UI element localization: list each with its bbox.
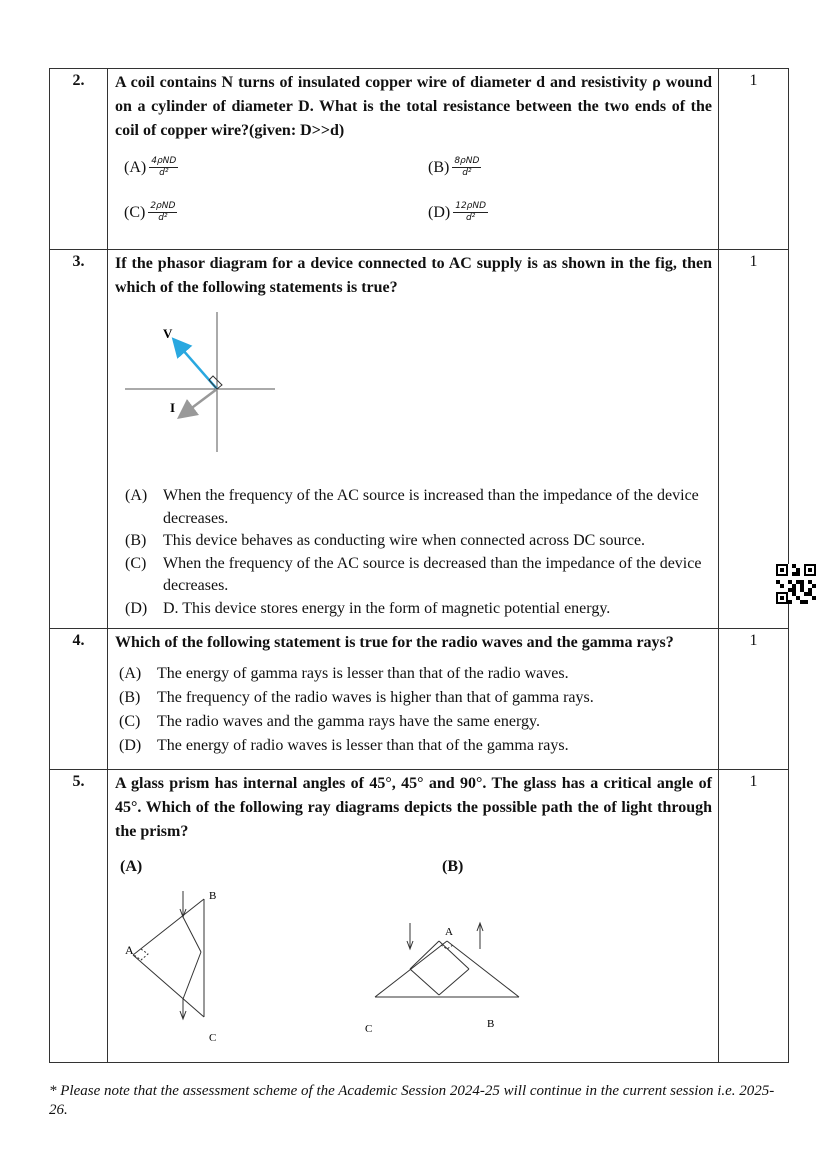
question-stem: A glass prism has internal angles of 45°, 45° and 90°. The glass has a critical angle of 45°. Which of the following ray diagrams depicts the possible path the of light through the prism? <box>115 775 712 840</box>
option-grid <box>115 143 712 238</box>
option-a[interactable]: (A) $\frac{\text{4ρND}}{\text{d²}}$ <box>124 156 177 178</box>
question-marks: 1 <box>719 69 789 250</box>
option-d[interactable]: (D) $\frac{\text{12ρND}}{\text{d²}}$ <box>428 201 487 223</box>
formula: $\frac{\text{8ρND}}{\text{d²}}$ <box>454 156 480 178</box>
current-phasor <box>181 389 217 416</box>
option-c[interactable]: (C) When the frequency of the AC source is decreased than the impedance of the device decreases. <box>125 554 702 594</box>
question-marks: 1 <box>719 629 789 770</box>
voltage-label: V <box>163 326 173 341</box>
formula: $\frac{\text{4ρND}}{\text{d²}}$ <box>151 156 177 178</box>
svg-text:A: A <box>125 943 134 957</box>
option-d[interactable]: (D) The energy of radio waves is lesser than that of the gamma rays. <box>119 737 569 754</box>
option-list <box>115 485 712 620</box>
svg-text:B: B <box>209 890 217 902</box>
question-row <box>50 69 789 250</box>
svg-text:C: C <box>365 1023 373 1035</box>
option-c[interactable]: (C) $\frac{\text{2ρND}}{\text{d²}}$ <box>124 201 176 223</box>
svg-text:A: A <box>445 926 453 938</box>
question-stem: Which of the following statement is true for the radio waves and the gamma rays? <box>115 634 674 651</box>
question-row <box>50 770 789 1063</box>
svg-text:B: B <box>487 1018 495 1030</box>
current-label: I <box>170 400 176 415</box>
option-b-label[interactable]: (B) <box>442 858 464 875</box>
option-d[interactable]: (D) D. This device stores energy in the form of magnetic potential energy. <box>125 599 611 617</box>
option-c[interactable]: (C) The radio waves and the gamma rays have the same energy. <box>119 713 540 730</box>
question-number: 2. <box>50 69 108 250</box>
ray-diagram-a[interactable] <box>121 889 231 1049</box>
formula: $\frac{\text{12ρND}}{\text{d²}}$ <box>455 201 487 223</box>
question-body <box>108 69 719 250</box>
question-stem: If the phasor diagram for a device connected to AC supply is as shown in the fig, then which of the following statements is true? <box>115 255 712 296</box>
ray-diagram-b[interactable] <box>365 919 545 1039</box>
footer-note: * Please note that the assessment scheme of the Academic Session 2024-25 will continue in the current session i.e. 2025-26. <box>49 1083 775 1118</box>
option-a[interactable]: (A) The energy of gamma rays is lesser than that of the radio waves. <box>119 665 569 682</box>
question-marks: 1 <box>719 250 789 629</box>
question-stem: A coil contains N turns of insulated copper wire of diameter d and resistivity ρ wound on a cylinder of diameter D. What is the total resistance between the two ends of the coil of copper wire?(given: D>>d) <box>115 74 712 139</box>
question-body <box>108 629 719 770</box>
phasor-diagram <box>123 312 293 462</box>
question-body <box>108 250 719 629</box>
option-b[interactable]: (B) This device behaves as conducting wire when connected across DC source. <box>125 532 646 549</box>
option-b[interactable]: (B) The frequency of the radio waves is higher than that of gamma rays. <box>119 689 594 706</box>
question-number: 4. <box>50 629 108 770</box>
question-body <box>108 770 719 1063</box>
question-number: 3. <box>50 250 108 629</box>
questions-table <box>49 68 789 1063</box>
svg-text:C: C <box>209 1032 217 1044</box>
phasor-figure <box>115 300 712 485</box>
ray-diagrams <box>115 844 712 1054</box>
question-marks: 1 <box>719 770 789 1063</box>
option-list <box>115 662 712 758</box>
question-row <box>50 250 789 629</box>
question-number: 5. <box>50 770 108 1063</box>
qr-code-icon <box>776 564 816 604</box>
option-a[interactable]: (A) When the frequency of the AC source is increased than the impedance of the device decreases. <box>125 487 699 527</box>
formula: $\frac{\text{2ρND}}{\text{d²}}$ <box>150 201 176 223</box>
question-row <box>50 629 789 770</box>
option-b[interactable]: (B) $\frac{\text{8ρND}}{\text{d²}}$ <box>428 156 480 178</box>
option-a-label[interactable]: (A) <box>120 858 143 875</box>
right-angle-marker <box>209 376 222 389</box>
